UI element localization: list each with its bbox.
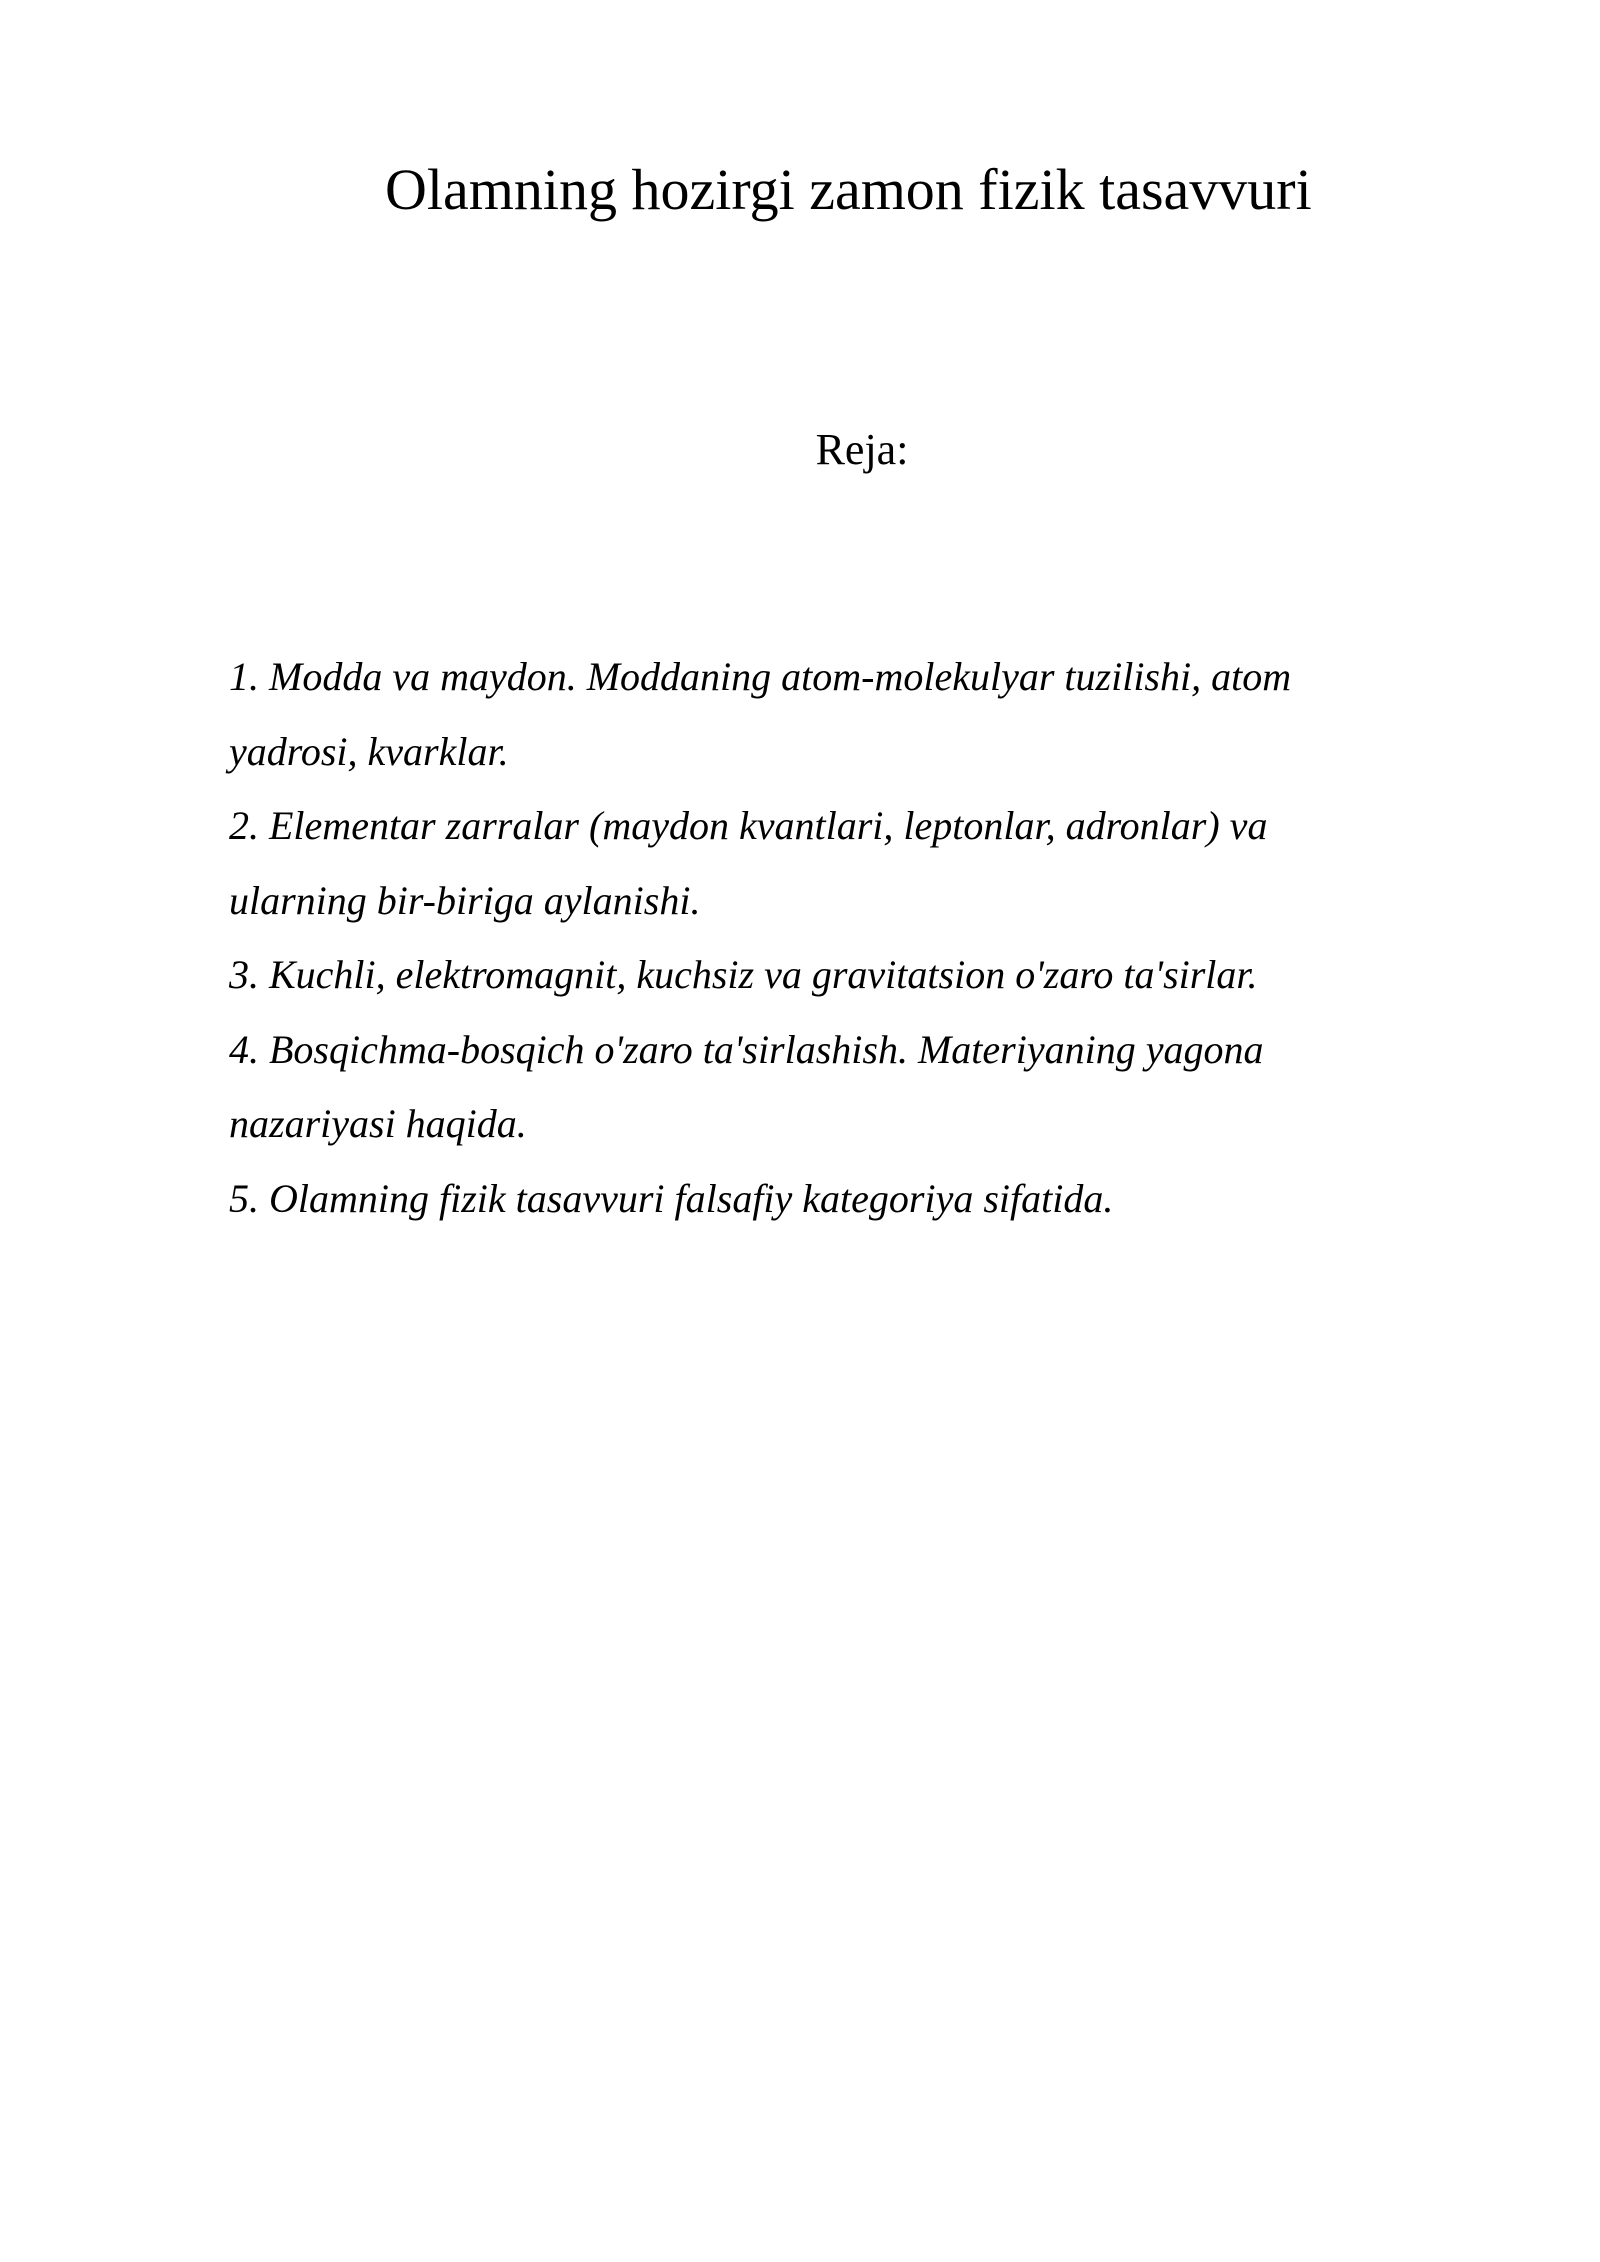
plan-heading: Reja:: [815, 425, 909, 474]
plan-item-2: 2. Elementar zarralar (maydon kvantlari, leptonlar, adronlar) va ularning bir-biriga aylanishi.: [229, 803, 1268, 923]
plan-item-3: 3. Kuchli, elektromagnit, kuchsiz va gravitatsion o'zaro ta'sirlar.: [229, 952, 1258, 997]
document-title: Olamning hozirgi zamon fizik tasavvuri: [385, 157, 1312, 222]
plan-list: [229, 640, 1389, 1236]
plan-item-5: 5. Olamning fizik tasavvuri falsafiy kategoriya sifatida.: [229, 1175, 1114, 1221]
plan-item-4: 4. Bosqichma-bosqich o'zaro ta'sirlashish. Materiyaning yagona nazariyasi haqida.: [229, 1026, 1264, 1146]
plan-item-1: 1. Modda va maydon. Moddaning atom-molekulyar tuzilishi, atom yadrosi, kvarklar.: [229, 654, 1292, 774]
